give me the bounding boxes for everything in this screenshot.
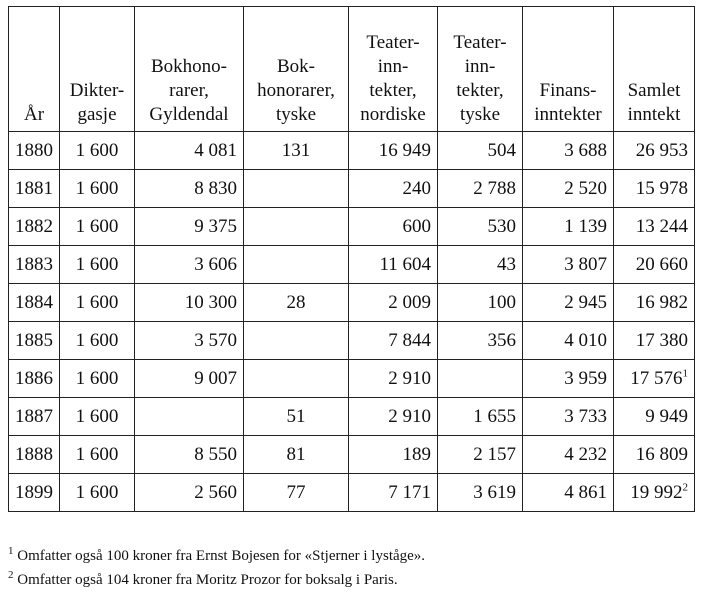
cell-value: 3 606 <box>194 253 237 275</box>
cell-year <box>9 322 60 360</box>
header-line: inntekter <box>534 104 602 125</box>
income-table <box>8 6 695 512</box>
cell-theatre-german <box>438 398 523 436</box>
cell-theatre-german <box>438 360 523 398</box>
cell-value: 1 600 <box>75 215 119 237</box>
cell-total <box>614 208 695 246</box>
cell-value: 43 <box>497 253 516 275</box>
cell-book-gyldendal <box>135 132 244 170</box>
cell-value: 189 <box>402 443 431 465</box>
cell-total <box>614 436 695 474</box>
cell-book-gyldendal <box>135 322 244 360</box>
cell-value: 7 844 <box>388 329 431 351</box>
cell-year <box>9 474 60 512</box>
footnote-ref: 1 <box>682 367 688 380</box>
cell-finance <box>523 208 614 246</box>
header-line: Dikter- <box>69 80 125 101</box>
cell-value: 3 619 <box>473 481 516 503</box>
table-row <box>9 132 695 170</box>
col-header-book-german <box>244 7 349 132</box>
cell-value: 2 910 <box>388 405 431 427</box>
cell-theatre-nordic <box>349 246 438 284</box>
header-line: tyske <box>275 104 317 125</box>
cell-value: 8 550 <box>194 443 237 465</box>
cell-value: 504 <box>487 139 516 161</box>
cell-finance <box>523 436 614 474</box>
cell-value: 1882 <box>15 215 53 237</box>
header-line: inntekt <box>627 104 681 125</box>
table-row <box>9 322 695 360</box>
cell-value: 10 300 <box>184 291 237 313</box>
cell-value: 16 809 <box>635 443 688 465</box>
cell-theatre-nordic <box>349 208 438 246</box>
cell-value: 1 600 <box>75 367 119 389</box>
cell-value: 1883 <box>15 253 53 275</box>
col-header-theatre-nordic <box>349 7 438 132</box>
cell-value: 9 007 <box>194 367 237 389</box>
cell-theatre-nordic <box>349 360 438 398</box>
cell-value: 3 807 <box>564 253 607 275</box>
cell-value: 1888 <box>15 443 53 465</box>
cell-value: 1881 <box>15 177 53 199</box>
cell-theatre-german <box>438 208 523 246</box>
header-line: tyske <box>459 104 501 125</box>
cell-value: 1 600 <box>75 329 119 351</box>
cell-value: 530 <box>487 215 516 237</box>
cell-value: 28 <box>286 291 306 313</box>
footnote-ref: 2 <box>682 481 688 494</box>
cell-year <box>9 208 60 246</box>
table-row <box>9 436 695 474</box>
cell-value: 3 959 <box>564 367 607 389</box>
cell-value: 2 009 <box>388 291 431 313</box>
cell-salary <box>60 398 135 436</box>
cell-theatre-nordic <box>349 132 438 170</box>
cell-finance <box>523 398 614 436</box>
cell-total <box>614 246 695 284</box>
cell-year <box>9 246 60 284</box>
cell-value: 2 945 <box>564 291 607 313</box>
cell-book-german <box>244 132 349 170</box>
cell-value: 4 232 <box>564 443 607 465</box>
cell-finance <box>523 132 614 170</box>
cell-total <box>614 398 695 436</box>
cell-theatre-german <box>438 436 523 474</box>
cell-value: 1885 <box>15 329 53 351</box>
cell-value: 8 830 <box>194 177 237 199</box>
cell-value: 4 010 <box>564 329 607 351</box>
col-header-year <box>9 7 60 132</box>
cell-value: 77 <box>286 481 306 503</box>
cell-year <box>9 436 60 474</box>
cell-book-german <box>244 170 349 208</box>
cell-year <box>9 398 60 436</box>
header-line: tekter, <box>456 80 504 101</box>
header-line: inn- <box>377 56 409 77</box>
cell-value: 1 600 <box>75 139 119 161</box>
table-row <box>9 474 695 512</box>
cell-book-german <box>244 398 349 436</box>
cell-book-gyldendal <box>135 246 244 284</box>
cell-value: 1887 <box>15 405 53 427</box>
cell-salary <box>60 284 135 322</box>
cell-value: 1 655 <box>473 405 516 427</box>
header-line: År <box>23 104 45 125</box>
footnote-2 <box>8 569 398 589</box>
cell-theatre-german <box>438 132 523 170</box>
cell-value: 7 171 <box>388 481 431 503</box>
cell-finance <box>523 474 614 512</box>
col-header-total <box>614 7 695 132</box>
cell-year <box>9 360 60 398</box>
table-row <box>9 398 695 436</box>
cell-theatre-nordic <box>349 474 438 512</box>
cell-finance <box>523 322 614 360</box>
header-line: Samlet <box>627 80 681 101</box>
cell-theatre-nordic <box>349 436 438 474</box>
cell-book-german <box>244 246 349 284</box>
header-line: honorarer, <box>257 80 335 101</box>
cell-total <box>614 322 695 360</box>
cell-value: 1899 <box>15 481 53 503</box>
cell-value: 9 949 <box>645 405 688 427</box>
cell-salary <box>60 246 135 284</box>
cell-book-gyldendal <box>135 170 244 208</box>
cell-value: 11 604 <box>379 253 431 275</box>
header-line: tekter, <box>369 80 417 101</box>
cell-theatre-nordic <box>349 284 438 322</box>
cell-value: 1 600 <box>75 481 119 503</box>
cell-total <box>614 132 695 170</box>
cell-year <box>9 170 60 208</box>
cell-value: 9 375 <box>194 215 237 237</box>
cell-salary <box>60 360 135 398</box>
table-row <box>9 246 695 284</box>
cell-value: 51 <box>286 405 306 427</box>
header-line: Teater- <box>453 32 507 53</box>
cell-value: 4 081 <box>194 139 237 161</box>
header-line: Bokhono- <box>151 56 227 77</box>
cell-value: 13 244 <box>635 215 688 237</box>
cell-theatre-nordic <box>349 170 438 208</box>
cell-value: 2 157 <box>473 443 516 465</box>
cell-book-gyldendal <box>135 208 244 246</box>
footnote-mark: 1 <box>8 545 14 557</box>
cell-book-gyldendal <box>135 360 244 398</box>
header-line: Gyldendal <box>149 104 229 125</box>
cell-book-german <box>244 474 349 512</box>
cell-value: 131 <box>281 139 311 161</box>
cell-salary <box>60 474 135 512</box>
cell-book-gyldendal <box>135 436 244 474</box>
cell-salary <box>60 208 135 246</box>
cell-value: 1 600 <box>75 177 119 199</box>
cell-total <box>614 284 695 322</box>
cell-theatre-german <box>438 322 523 360</box>
header-line: Bok- <box>277 56 315 77</box>
cell-value: 2 560 <box>194 481 237 503</box>
cell-total <box>614 360 695 398</box>
cell-book-german <box>244 208 349 246</box>
cell-value: 1880 <box>15 139 53 161</box>
table-row <box>9 170 695 208</box>
header-line: rarer, <box>169 80 209 101</box>
cell-value: 26 953 <box>635 139 688 161</box>
cell-book-german <box>244 322 349 360</box>
cell-value: 3 570 <box>194 329 237 351</box>
cell-value: 4 861 <box>564 481 607 503</box>
table-row <box>9 284 695 322</box>
cell-value: 1 600 <box>75 443 119 465</box>
cell-value: 1 600 <box>75 253 119 275</box>
cell-book-german <box>244 436 349 474</box>
footnote-1 <box>8 545 426 565</box>
cell-salary <box>60 436 135 474</box>
col-header-finance <box>523 7 614 132</box>
cell-value: 100 <box>487 291 516 313</box>
header-line: nordiske <box>360 104 426 125</box>
footnote-mark: 2 <box>8 569 14 581</box>
cell-salary <box>60 132 135 170</box>
col-header-theatre-german <box>438 7 523 132</box>
cell-finance <box>523 170 614 208</box>
cell-value: 2 910 <box>388 367 431 389</box>
cell-book-german <box>244 284 349 322</box>
cell-value: 17 380 <box>635 329 688 351</box>
table-row <box>9 208 695 246</box>
cell-value: 20 660 <box>635 253 688 275</box>
cell-value: 3 688 <box>564 139 607 161</box>
header-line: Finans- <box>539 80 597 101</box>
footnote-text: Omfatter også 104 kroner fra Moritz Prozor for boksalg i Paris. <box>17 572 398 588</box>
cell-value: 15 978 <box>635 177 688 199</box>
cell-value: 1 600 <box>75 405 119 427</box>
col-header-book-gyldendal <box>135 7 244 132</box>
cell-value: 1886 <box>15 367 53 389</box>
cell-value: 600 <box>402 215 431 237</box>
cell-value: 81 <box>286 443 306 465</box>
header-line: gasje <box>77 104 117 125</box>
cell-theatre-german <box>438 284 523 322</box>
cell-finance <box>523 360 614 398</box>
cell-value: 19 992 <box>630 481 683 503</box>
cell-finance <box>523 246 614 284</box>
cell-theatre-german <box>438 170 523 208</box>
cell-year <box>9 284 60 322</box>
cell-value: 1884 <box>15 291 53 313</box>
cell-value: 356 <box>487 329 516 351</box>
cell-value: 1 600 <box>75 291 119 313</box>
cell-value: 16 982 <box>635 291 688 313</box>
cell-book-gyldendal <box>135 398 244 436</box>
cell-book-gyldendal <box>135 284 244 322</box>
header-line: Teater- <box>366 32 420 53</box>
header-row <box>9 7 695 132</box>
cell-value: 17 576 <box>630 367 683 389</box>
cell-theatre-nordic <box>349 398 438 436</box>
cell-value: 3 733 <box>564 405 607 427</box>
footnote-text: Omfatter også 100 kroner fra Ernst Bojesen for «Stjerner i lyståge». <box>17 548 426 564</box>
cell-value: 16 949 <box>378 139 431 161</box>
cell-salary <box>60 170 135 208</box>
cell-book-gyldendal <box>135 474 244 512</box>
cell-value: 2 520 <box>564 177 607 199</box>
cell-theatre-german <box>438 474 523 512</box>
cell-finance <box>523 284 614 322</box>
cell-book-german <box>244 360 349 398</box>
header-line: inn- <box>464 56 496 77</box>
cell-total <box>614 170 695 208</box>
cell-value: 2 788 <box>473 177 516 199</box>
cell-total <box>614 474 695 512</box>
cell-theatre-german <box>438 246 523 284</box>
cell-value: 240 <box>402 177 431 199</box>
table-row <box>9 360 695 398</box>
cell-salary <box>60 322 135 360</box>
cell-value: 1 139 <box>564 215 607 237</box>
cell-theatre-nordic <box>349 322 438 360</box>
cell-year <box>9 132 60 170</box>
col-header-salary <box>60 7 135 132</box>
